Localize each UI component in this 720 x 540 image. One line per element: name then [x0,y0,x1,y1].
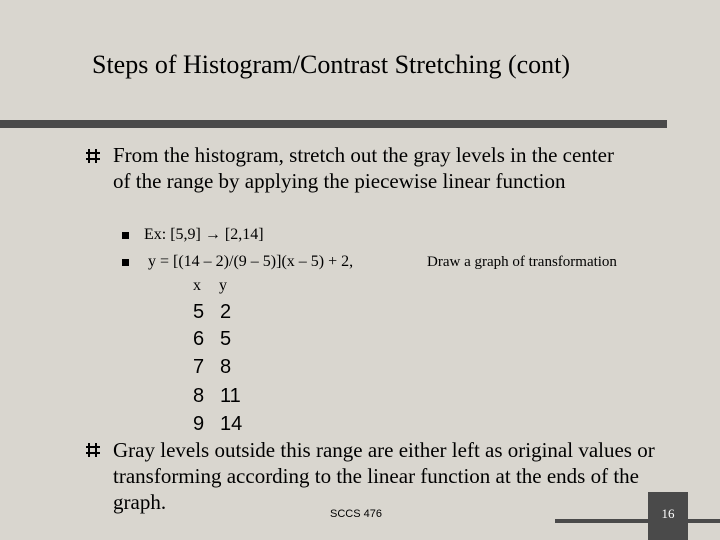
table-cell-y: 11 [220,385,241,407]
hash-bullet-icon [86,443,100,457]
table-cell-y: 5 [220,328,232,350]
hash-bullet-icon [86,149,100,163]
title-divider [0,120,667,128]
table-cell-y: 8 [220,356,232,378]
table-cell-x: 7 [193,356,205,378]
footer-divider [555,519,720,523]
table-cell-y: 2 [220,301,232,323]
sub-bullet-equation: y = [(14 – 2)/(9 – 5)](x – 5) + 2, [148,253,354,270]
footer-course: SCCS 476 [330,508,382,520]
bullet-text-2: Gray levels outside this range are either left as original values or transforming according to the linear function at the ends of the graph. [113,438,655,514]
table-cell-x: 6 [193,328,205,350]
table-header-y: y [219,277,227,294]
table-cell-x: 5 [193,301,205,323]
square-bullet-icon [122,232,129,239]
page-number: 16 [661,506,675,521]
table-header-x: x [193,277,201,294]
square-bullet-icon [122,259,129,266]
graph-note: Draw a graph of transformation [427,254,617,270]
table-cell-y: 14 [220,413,243,435]
table-cell-x: 9 [193,413,205,435]
sub-bullet-example: Ex: [5,9] → [2,14] [144,226,264,243]
table-cell-x: 8 [193,385,205,407]
slide-title: Steps of Histogram/Contrast Stretching (cont) [92,50,571,79]
bullet-text-1: From the histogram, stretch out the gray levels in the center of the range by applying the piecewise linear function [113,143,614,193]
